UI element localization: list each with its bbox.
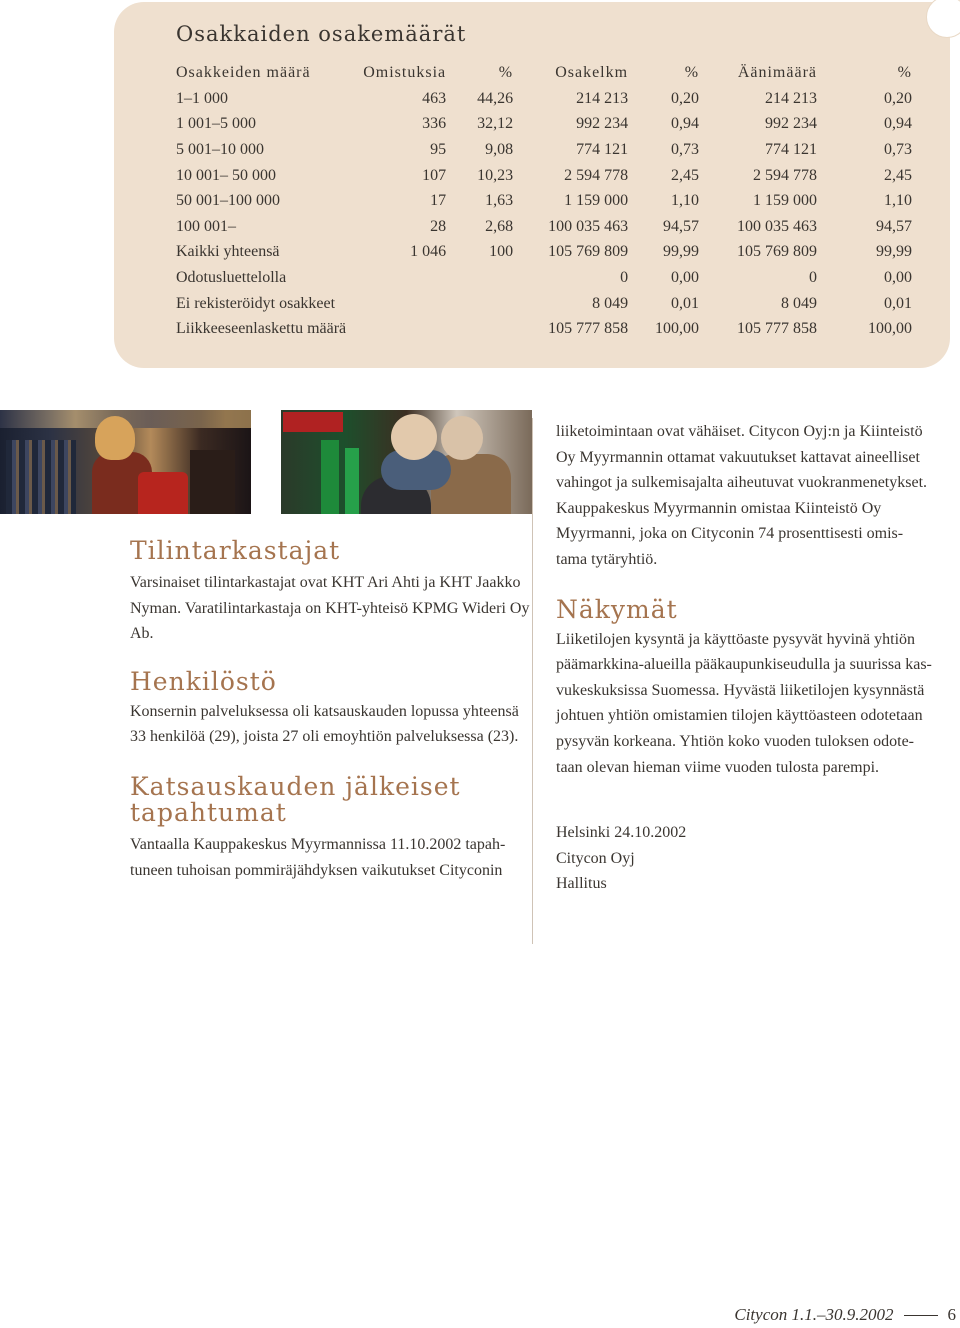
table-cell: 336 bbox=[422, 115, 447, 133]
footer-dash bbox=[904, 1315, 938, 1316]
row-label-cell: 1 001–5 000 bbox=[176, 115, 256, 133]
text-line: liiketoimintaan ovat vähäiset. Citycon Oyj:n ja Kiinteistö bbox=[556, 423, 923, 440]
table-cell: 774 121 bbox=[576, 140, 629, 158]
footer-publication: Citycon 1.1.–30.9.2002 bbox=[734, 1305, 894, 1324]
row-label-cell: 1–1 000 bbox=[176, 89, 228, 107]
table-cell: 105 769 809 bbox=[737, 243, 817, 261]
right-text-column bbox=[556, 419, 956, 897]
table-cell: 0 bbox=[809, 268, 817, 286]
table-cell: 214 213 bbox=[576, 89, 629, 107]
table-row bbox=[172, 137, 916, 163]
table-cell: 0,00 bbox=[884, 268, 912, 286]
text-line: tuneen tuhoisan pommiräjähdyksen vaikutukset Cityconin bbox=[130, 861, 503, 879]
signature-place-date: Helsinki 24.10.2002 bbox=[556, 824, 687, 842]
table-cell: 44,26 bbox=[477, 89, 514, 107]
table-row bbox=[172, 316, 916, 342]
table-cell: 10,23 bbox=[477, 166, 514, 184]
table-cell bbox=[350, 265, 450, 291]
paragraph-continuation bbox=[556, 419, 956, 573]
row-label-cell: Kaikki yhteensä bbox=[176, 243, 280, 261]
row-label-cell: 50 001–100 000 bbox=[176, 192, 280, 210]
table-cell: 28 bbox=[430, 217, 447, 235]
table-cell: 1,63 bbox=[485, 192, 514, 210]
column-header: % bbox=[498, 64, 514, 81]
table-cell: 99,99 bbox=[876, 243, 912, 261]
column-header: % bbox=[684, 64, 700, 81]
text-line: johtuen yhtiön omistamien tilojen käyttöasteen odotetaan bbox=[556, 707, 923, 725]
table-cell: 105 769 809 bbox=[548, 243, 629, 261]
table-cell: 17 bbox=[430, 192, 447, 210]
text-line: Oy Myyrmannin ottamat vakuutukset kattavat aineelliset bbox=[556, 448, 920, 466]
signature-company: Citycon Oyj bbox=[556, 849, 635, 867]
text-line: Liiketilojen kysyntä ja käyttöaste pysyvät hyvinä yhtiön bbox=[556, 630, 916, 648]
table-cell: 107 bbox=[422, 166, 447, 184]
table-header-row bbox=[172, 60, 916, 86]
table-cell: 105 777 858 bbox=[548, 320, 629, 338]
heading-katsauskauden-jalkeiset-tapahtumat bbox=[130, 771, 530, 827]
column-header: Osakkeiden määrä bbox=[176, 64, 311, 81]
table-cell: 0 bbox=[620, 268, 629, 286]
paragraph-katsauskauden bbox=[130, 832, 530, 883]
table-cell: 0,20 bbox=[671, 89, 700, 107]
left-text-column bbox=[130, 538, 530, 883]
column-header: % bbox=[897, 64, 912, 81]
heading-line: Katsauskauden jälkeiset bbox=[130, 771, 461, 801]
heading-tilintarkastajat: Tilintarkastajat bbox=[130, 536, 341, 565]
panel-corner-decoration bbox=[926, 0, 960, 38]
table-cell: 8 049 bbox=[781, 294, 817, 312]
table-row bbox=[172, 112, 916, 138]
table-cell: 0,94 bbox=[671, 115, 700, 133]
row-label-cell: 10 001– 50 000 bbox=[176, 166, 276, 184]
page-number: 6 bbox=[947, 1305, 956, 1324]
table-row bbox=[172, 188, 916, 214]
text-line: päämarkkina-alueilla pääkaupunkiseudulla ja suurissa kas- bbox=[556, 656, 932, 674]
photo-woman-with-baby-in-mall bbox=[281, 410, 532, 514]
table-cell: 1 159 000 bbox=[753, 192, 817, 210]
signature-block bbox=[556, 820, 956, 897]
table-cell: 100 bbox=[489, 243, 514, 261]
table-row bbox=[172, 291, 916, 317]
text-line: vukeskuksissa Suomessa. Hyvästä liiketilojen kysynnästä bbox=[556, 681, 925, 699]
text-line: vahingot ja sulkemisajalta aiheutuvat vuokranmenetykset. bbox=[556, 474, 928, 492]
table-cell: 774 121 bbox=[765, 140, 817, 158]
table-cell: 100,00 bbox=[655, 320, 700, 338]
table-cell bbox=[450, 265, 517, 291]
table-cell: 1,10 bbox=[671, 192, 700, 210]
table-cell bbox=[450, 316, 517, 342]
table-cell: 1 159 000 bbox=[564, 192, 629, 210]
row-label-cell: Odotusluettelolla bbox=[176, 268, 287, 286]
table-cell: 0,01 bbox=[884, 294, 912, 312]
heading-henkilosto: Henkilöstö bbox=[130, 666, 277, 696]
page-footer bbox=[734, 1305, 956, 1325]
table-cell: 1 046 bbox=[410, 243, 447, 261]
table-cell bbox=[350, 291, 450, 317]
paragraph-henkilosto: Konsernin palveluksessa oli katsauskauden lopussa yhteensä 33 henkilöä (29), joista 27 oli emoyhtiön palveluksessa (23). bbox=[130, 702, 519, 746]
column-header: Omistuksia bbox=[363, 64, 447, 81]
shareholder-distribution-table bbox=[172, 60, 916, 342]
text-line: Myyrmanni, joka on Cityconin 74 prosenttisesti omis- bbox=[556, 525, 904, 543]
table-cell: 0,20 bbox=[884, 89, 912, 107]
photo-shopper-clothing-store bbox=[0, 410, 251, 514]
table-cell: 2 594 778 bbox=[753, 166, 817, 184]
table-cell: 992 234 bbox=[765, 115, 817, 133]
table-row bbox=[172, 86, 916, 112]
heading-nakymat: Näkymät bbox=[556, 594, 678, 624]
heading-line: tapahtumat bbox=[130, 797, 287, 827]
column-divider bbox=[532, 418, 533, 944]
table-cell: 2,45 bbox=[884, 166, 912, 184]
table-cell: 100,00 bbox=[868, 320, 912, 338]
table-cell bbox=[450, 291, 517, 317]
text-line: Kauppakeskus Myyrmannin omistaa Kiinteistö Oy bbox=[556, 499, 882, 517]
column-header: Osakelkm bbox=[555, 64, 629, 81]
table-title: Osakkaiden osakemäärät bbox=[176, 22, 467, 46]
table-cell: 214 213 bbox=[765, 89, 817, 107]
table-cell: 0,01 bbox=[671, 294, 700, 312]
column-header: Äänimäärä bbox=[737, 64, 817, 81]
table-cell: 2 594 778 bbox=[564, 166, 629, 184]
table-cell: 94,57 bbox=[663, 217, 700, 235]
table-cell: 2,68 bbox=[485, 217, 514, 235]
table-cell: 463 bbox=[422, 89, 447, 107]
table-cell: 99,99 bbox=[663, 243, 700, 261]
table-cell: 100 035 463 bbox=[548, 217, 629, 235]
paragraph-tilintarkastajat: Varsinaiset tilintarkastajat ovat KHT Ari Ahti ja KHT Jaakko Nyman. Varatilintarkastaja on KHT-yhteisö KPMG Wideri Oy Ab. bbox=[130, 574, 530, 643]
table-cell: 100 035 463 bbox=[737, 217, 817, 235]
row-label-cell: 100 001– bbox=[176, 217, 236, 235]
table-cell: 105 777 858 bbox=[737, 320, 817, 338]
table-cell: 1,10 bbox=[884, 192, 912, 210]
table-row bbox=[172, 265, 916, 291]
table-cell: 992 234 bbox=[576, 115, 629, 133]
row-label-cell: Ei rekisteröidyt osakkeet bbox=[176, 294, 336, 312]
text-line: taan olevan hieman viime vuoden tulosta parempi. bbox=[556, 758, 880, 776]
signature-body: Hallitus bbox=[556, 875, 607, 893]
text-line: pysyvän korkeana. Yhtiön koko vuoden tuloksen odote- bbox=[556, 732, 915, 750]
text-line: tama tytäryhtiö. bbox=[556, 550, 658, 568]
shareholder-table-panel bbox=[114, 2, 950, 368]
table-cell: 94,57 bbox=[876, 217, 912, 235]
row-label-cell: 5 001–10 000 bbox=[176, 140, 264, 158]
table-cell: 2,45 bbox=[671, 166, 700, 184]
table-row bbox=[172, 214, 916, 240]
table-cell: 95 bbox=[430, 140, 447, 158]
table-cell bbox=[350, 316, 450, 342]
paragraph-nakymat bbox=[556, 627, 956, 781]
table-cell: 9,08 bbox=[485, 140, 514, 158]
table-cell: 0,73 bbox=[671, 140, 700, 158]
table-row bbox=[172, 240, 916, 266]
row-label-cell: Liikkeeseenlaskettu määrä bbox=[176, 320, 347, 338]
table-cell: 0,94 bbox=[884, 115, 912, 133]
table-cell: 0,00 bbox=[671, 268, 700, 286]
table-cell: 32,12 bbox=[477, 115, 514, 133]
text-line: Vantaalla Kauppakeskus Myyrmannissa 11.10.2002 tapah- bbox=[130, 835, 506, 853]
table-cell: 8 049 bbox=[592, 294, 629, 312]
table-cell: 0,73 bbox=[884, 140, 912, 158]
table-row bbox=[172, 163, 916, 189]
